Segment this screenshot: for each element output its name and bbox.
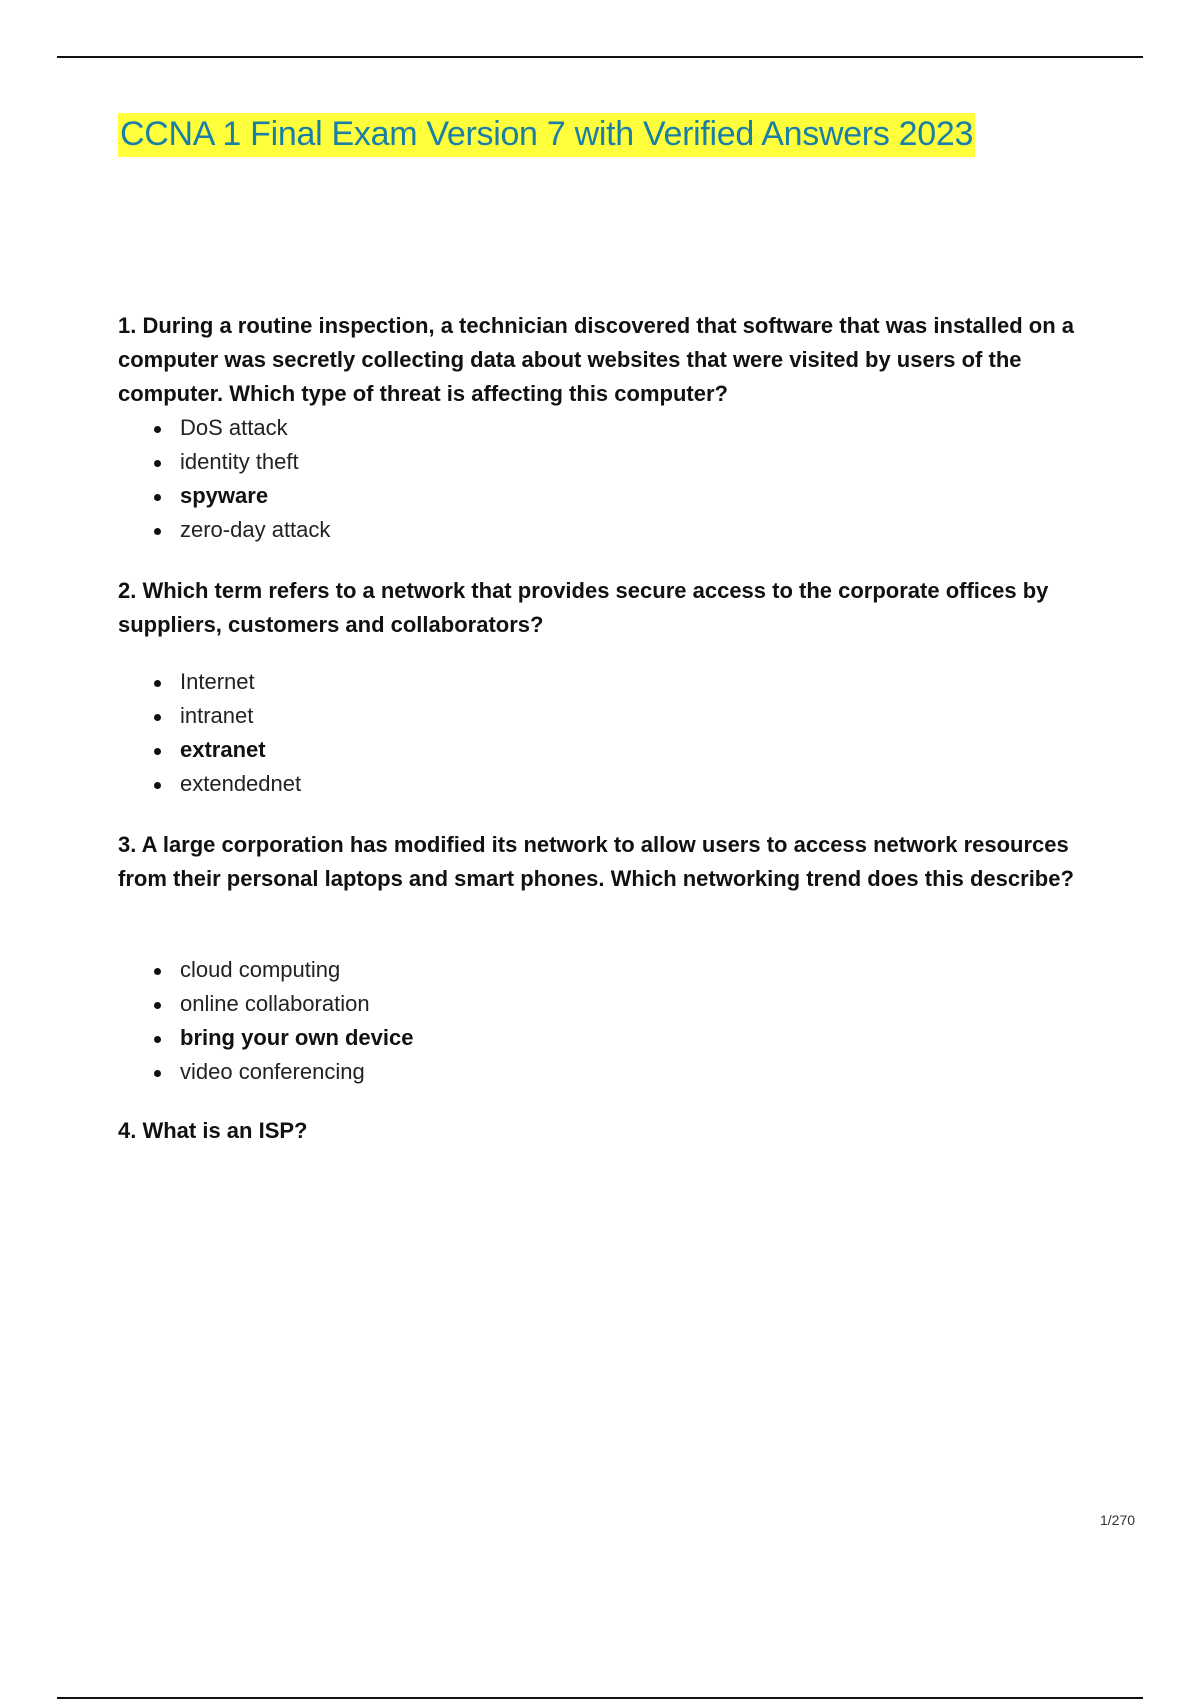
option-3-c-correct: bring your own device — [150, 1021, 413, 1055]
page-number: 1/270 — [1100, 1512, 1136, 1528]
option-3-a: cloud computing — [150, 953, 413, 987]
option-1-b: identity theft — [150, 445, 330, 479]
question-3-options — [150, 953, 413, 1089]
question-2: 2. Which term refers to a network that provides secure access to the corporate offices by suppliers, customers and collaborators? — [118, 578, 1049, 637]
option-1-d: zero-day attack — [150, 513, 330, 547]
question-1: 1. During a routine inspection, a technician discovered that software that was installed on a computer was secretly collecting data about websites that were visited by users of the computer. Which type of threat is affecting this computer? — [118, 313, 1074, 406]
top-rule — [57, 56, 1143, 58]
option-3-b: online collaboration — [150, 987, 413, 1021]
document-title: CCNA 1 Final Exam Version 7 with Verified Answers 2023 — [118, 115, 975, 154]
question-2-options — [150, 665, 301, 801]
question-4: 4. What is an ISP? — [118, 1118, 308, 1143]
question-3: 3. A large corporation has modified its network to allow users to access network resources from their personal laptops and smart phones. Which networking trend does this describe? — [118, 832, 1074, 891]
option-2-d: extendednet — [150, 767, 301, 801]
option-3-d: video conferencing — [150, 1055, 413, 1089]
question-1-options — [150, 411, 330, 547]
option-2-c-correct: extranet — [150, 733, 301, 767]
option-1-c-correct: spyware — [150, 479, 330, 513]
option-1-a: DoS attack — [150, 411, 330, 445]
option-2-b: intranet — [150, 699, 301, 733]
bottom-rule — [57, 1697, 1143, 1699]
option-2-a: Internet — [150, 665, 301, 699]
